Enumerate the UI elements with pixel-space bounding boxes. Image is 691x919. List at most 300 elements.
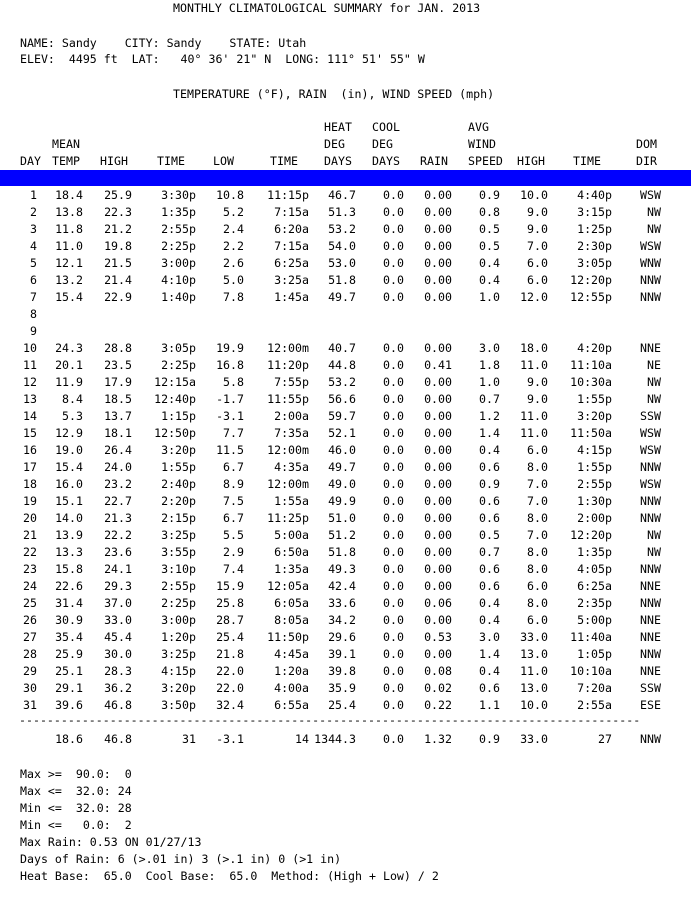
cell-day: 24	[23, 579, 37, 593]
cell-high: 26.4	[104, 443, 132, 457]
cell-wind-speed: 0.5	[479, 222, 500, 236]
cell-time-high: 3:25p	[161, 647, 196, 661]
header-low: LOW	[213, 154, 234, 168]
cell-wind-time: 2:35p	[577, 596, 612, 610]
cell-time-high: 3:20p	[161, 681, 196, 695]
cell-wind-high: 8.0	[527, 460, 548, 474]
cell-day: 29	[23, 664, 37, 678]
cell-wind-high: 11.0	[520, 409, 548, 423]
report-title: MONTHLY CLIMATOLOGICAL SUMMARY for JAN. 2013	[173, 1, 481, 15]
cell-dom-dir: SSW	[640, 409, 661, 423]
cell-mean-temp: 20.1	[55, 358, 83, 372]
cell-wind-time: 2:00p	[577, 511, 612, 525]
cell-cool-deg: 0.0	[383, 375, 404, 389]
cell-heat-deg: 51.0	[328, 511, 356, 525]
cell-dom-dir: WSW	[640, 239, 661, 253]
cell-cool-deg: 0.0	[383, 426, 404, 440]
cell-wind-speed: 1.1	[479, 698, 500, 712]
cell-heat-deg: 49.9	[328, 494, 356, 508]
cell-day: 26	[23, 613, 37, 627]
cell-day: 9	[30, 324, 37, 338]
cell-heat-deg: 46.0	[328, 443, 356, 457]
cell-heat-deg: 35.9	[328, 681, 356, 695]
cell-wind-time: 12:55p	[570, 290, 612, 304]
cell-time-low: 7:15a	[274, 239, 309, 253]
cell-day: 7	[30, 290, 37, 304]
cell-day: 20	[23, 511, 37, 525]
cell-time-low: 6:55a	[274, 698, 309, 712]
cell-high: 30.0	[104, 647, 132, 661]
cell-dom-dir: WNW	[640, 256, 661, 270]
cell-rain: 0.22	[424, 698, 452, 712]
cell-mean-temp: 12.1	[55, 256, 83, 270]
cell-mean-temp: 31.4	[55, 596, 83, 610]
cell-heat-deg: 40.7	[328, 341, 356, 355]
cell-low: 6.7	[223, 511, 244, 525]
cell-rain: 0.41	[424, 358, 452, 372]
cell-wind-speed: 1.4	[479, 426, 500, 440]
cell-low: 22.0	[216, 681, 244, 695]
cell-low: 2.4	[223, 222, 244, 236]
cell-high: 21.4	[104, 273, 132, 287]
header-heat-deg: DAYS	[324, 154, 352, 168]
total-wind-speed: 0.9	[479, 732, 500, 746]
cell-low: 22.0	[216, 664, 244, 678]
cell-cool-deg: 0.0	[383, 341, 404, 355]
total-rain: 1.32	[424, 732, 452, 746]
header-high: HIGH	[100, 154, 128, 168]
cell-wind-speed: 0.4	[479, 273, 500, 287]
cell-heat-deg: 59.7	[328, 409, 356, 423]
cell-day: 11	[23, 358, 37, 372]
cell-cool-deg: 0.0	[383, 528, 404, 542]
cell-day: 21	[23, 528, 37, 542]
cell-rain: 0.00	[424, 613, 452, 627]
cell-time-low: 12:00m	[267, 443, 309, 457]
cell-high: 22.3	[104, 205, 132, 219]
cell-time-high: 3:50p	[161, 698, 196, 712]
cell-cool-deg: 0.0	[383, 664, 404, 678]
totals-separator: -----------------------------------------------------------------------------------------	[19, 713, 641, 727]
header-wind-high: HIGH	[517, 154, 545, 168]
cell-rain: 0.00	[424, 392, 452, 406]
cell-time-low: 4:00a	[274, 681, 309, 695]
cell-day: 14	[23, 409, 37, 423]
cell-time-low: 7:35a	[274, 426, 309, 440]
cell-heat-deg: 49.7	[328, 460, 356, 474]
cell-rain: 0.00	[424, 290, 452, 304]
cell-wind-time: 11:40a	[570, 630, 612, 644]
units-line: TEMPERATURE (°F), RAIN (in), WIND SPEED (mph)	[173, 87, 495, 101]
cell-time-high: 3:25p	[161, 528, 196, 542]
cell-high: 23.6	[104, 545, 132, 559]
cell-low: 8.9	[223, 477, 244, 491]
cell-wind-time: 2:55a	[577, 698, 612, 712]
cell-time-high: 2:40p	[161, 477, 196, 491]
cell-wind-speed: 1.2	[479, 409, 500, 423]
cell-dom-dir: NNW	[640, 511, 661, 525]
cell-cool-deg: 0.0	[383, 358, 404, 372]
cell-wind-speed: 0.7	[479, 392, 500, 406]
cell-rain: 0.00	[424, 239, 452, 253]
cell-wind-speed: 0.5	[479, 528, 500, 542]
total-cool-deg: 0.0	[383, 732, 404, 746]
cell-mean-temp: 15.1	[55, 494, 83, 508]
cell-high: 28.3	[104, 664, 132, 678]
cell-wind-time: 1:25p	[577, 222, 612, 236]
cell-wind-time: 10:30a	[570, 375, 612, 389]
cell-cool-deg: 0.0	[383, 239, 404, 253]
cell-cool-deg: 0.0	[383, 409, 404, 423]
cell-time-high: 2:20p	[161, 494, 196, 508]
header-mean-temp: TEMP	[52, 154, 80, 168]
cell-wind-time: 1:30p	[577, 494, 612, 508]
cell-wind-speed: 0.6	[479, 579, 500, 593]
station-name-line: NAME: Sandy CITY: Sandy STATE: Utah	[20, 36, 307, 50]
cell-wind-high: 6.0	[527, 273, 548, 287]
cell-day: 15	[23, 426, 37, 440]
cell-rain: 0.00	[424, 443, 452, 457]
cell-high: 33.0	[104, 613, 132, 627]
cell-time-low: 6:25a	[274, 256, 309, 270]
cell-high: 46.8	[104, 698, 132, 712]
cell-mean-temp: 30.9	[55, 613, 83, 627]
footer-line: Max >= 90.0: 0	[20, 767, 132, 781]
cell-high: 23.2	[104, 477, 132, 491]
cell-wind-time: 10:10a	[570, 664, 612, 678]
cell-time-high: 3:00p	[161, 256, 196, 270]
cell-mean-temp: 13.3	[55, 545, 83, 559]
cell-high: 37.0	[104, 596, 132, 610]
cell-wind-speed: 0.6	[479, 511, 500, 525]
cell-wind-speed: 0.9	[479, 477, 500, 491]
cell-wind-time: 4:15p	[577, 443, 612, 457]
cell-dom-dir: NNW	[640, 562, 661, 576]
cell-day: 30	[23, 681, 37, 695]
cell-mean-temp: 11.0	[55, 239, 83, 253]
total-high: 46.8	[104, 732, 132, 746]
cell-dom-dir: NNW	[640, 460, 661, 474]
header-cool-deg: DEG	[372, 137, 393, 151]
cell-wind-speed: 0.7	[479, 545, 500, 559]
cell-wind-high: 13.0	[520, 681, 548, 695]
cell-wind-time: 3:20p	[577, 409, 612, 423]
cell-wind-time: 1:35p	[577, 545, 612, 559]
cell-mean-temp: 39.6	[55, 698, 83, 712]
cell-dom-dir: SSW	[640, 681, 661, 695]
cell-day: 28	[23, 647, 37, 661]
cell-mean-temp: 13.2	[55, 273, 83, 287]
cell-wind-speed: 0.4	[479, 443, 500, 457]
cell-wind-high: 10.0	[520, 188, 548, 202]
header-cool-deg: COOL	[372, 120, 400, 134]
cell-low: 25.8	[216, 596, 244, 610]
header-day: DAY	[20, 154, 41, 168]
cell-rain: 0.00	[424, 375, 452, 389]
cell-day: 17	[23, 460, 37, 474]
cell-wind-speed: 1.4	[479, 647, 500, 661]
cell-dom-dir: NNE	[640, 664, 661, 678]
cell-time-high: 12:15a	[154, 375, 196, 389]
cell-low: 5.0	[223, 273, 244, 287]
total-low: -3.1	[216, 732, 244, 746]
cell-wind-time: 5:00p	[577, 613, 612, 627]
cell-time-high: 3:30p	[161, 188, 196, 202]
cell-mean-temp: 25.9	[55, 647, 83, 661]
footer-line: Max <= 32.0: 24	[20, 784, 132, 798]
cell-rain: 0.00	[424, 460, 452, 474]
cell-heat-deg: 29.6	[328, 630, 356, 644]
cell-mean-temp: 25.1	[55, 664, 83, 678]
cell-time-low: 12:00m	[267, 477, 309, 491]
cell-time-low: 11:55p	[267, 392, 309, 406]
cell-day: 2	[30, 205, 37, 219]
cell-cool-deg: 0.0	[383, 698, 404, 712]
cell-cool-deg: 0.0	[383, 613, 404, 627]
cell-wind-speed: 3.0	[479, 630, 500, 644]
cell-wind-high: 33.0	[520, 630, 548, 644]
cell-rain: 0.00	[424, 647, 452, 661]
total-mean-temp: 18.6	[55, 732, 83, 746]
cell-high: 22.7	[104, 494, 132, 508]
cell-wind-time: 6:25a	[577, 579, 612, 593]
cell-low: 2.6	[223, 256, 244, 270]
cell-cool-deg: 0.0	[383, 290, 404, 304]
cell-low: 10.8	[216, 188, 244, 202]
cell-rain: 0.00	[424, 205, 452, 219]
cell-time-low: 6:20a	[274, 222, 309, 236]
cell-time-low: 4:35a	[274, 460, 309, 474]
cell-day: 5	[30, 256, 37, 270]
cell-rain: 0.00	[424, 409, 452, 423]
cell-wind-high: 12.0	[520, 290, 548, 304]
cell-wind-time: 4:40p	[577, 188, 612, 202]
cell-heat-deg: 51.3	[328, 205, 356, 219]
cell-dom-dir: NW	[647, 222, 661, 236]
cell-wind-high: 6.0	[527, 443, 548, 457]
cell-rain: 0.00	[424, 545, 452, 559]
cell-time-high: 2:25p	[161, 596, 196, 610]
cell-cool-deg: 0.0	[383, 511, 404, 525]
cell-heat-deg: 56.6	[328, 392, 356, 406]
cell-mean-temp: 22.6	[55, 579, 83, 593]
cell-heat-deg: 53.2	[328, 375, 356, 389]
cell-low: 5.5	[223, 528, 244, 542]
cell-time-low: 7:15a	[274, 205, 309, 219]
cell-cool-deg: 0.0	[383, 392, 404, 406]
cell-wind-time: 1:05p	[577, 647, 612, 661]
cell-wind-high: 9.0	[527, 222, 548, 236]
cell-time-high: 3:55p	[161, 545, 196, 559]
cell-low: -3.1	[216, 409, 244, 423]
cell-wind-high: 9.0	[527, 205, 548, 219]
cell-rain: 0.02	[424, 681, 452, 695]
cell-wind-high: 11.0	[520, 426, 548, 440]
cell-cool-deg: 0.0	[383, 545, 404, 559]
cell-day: 6	[30, 273, 37, 287]
cell-rain: 0.00	[424, 494, 452, 508]
cell-rain: 0.00	[424, 222, 452, 236]
cell-heat-deg: 25.4	[328, 698, 356, 712]
cell-wind-time: 12:20p	[570, 528, 612, 542]
cell-rain: 0.00	[424, 256, 452, 270]
cell-dom-dir: WSW	[640, 443, 661, 457]
cell-wind-speed: 0.6	[479, 494, 500, 508]
cell-wind-high: 8.0	[527, 545, 548, 559]
cell-mean-temp: 5.3	[62, 409, 83, 423]
cell-low: 11.5	[216, 443, 244, 457]
footer-line: Min <= 0.0: 2	[20, 818, 132, 832]
cell-wind-time: 4:05p	[577, 562, 612, 576]
cell-dom-dir: NNW	[640, 273, 661, 287]
cell-high: 22.2	[104, 528, 132, 542]
cell-heat-deg: 51.2	[328, 528, 356, 542]
cell-dom-dir: NW	[647, 375, 661, 389]
cell-cool-deg: 0.0	[383, 681, 404, 695]
header-wind-time: TIME	[573, 154, 601, 168]
cell-time-high: 1:35p	[161, 205, 196, 219]
cell-high: 24.0	[104, 460, 132, 474]
cell-time-low: 11:50p	[267, 630, 309, 644]
cell-mean-temp: 15.8	[55, 562, 83, 576]
cell-wind-high: 6.0	[527, 256, 548, 270]
cell-low: 16.8	[216, 358, 244, 372]
cell-dom-dir: NE	[647, 358, 661, 372]
cell-high: 19.8	[104, 239, 132, 253]
header-wind-speed: WIND	[468, 137, 496, 151]
cell-rain: 0.00	[424, 188, 452, 202]
cell-wind-time: 3:05p	[577, 256, 612, 270]
cell-rain: 0.00	[424, 341, 452, 355]
cell-dom-dir: NNE	[640, 630, 661, 644]
cell-wind-speed: 0.6	[479, 681, 500, 695]
cell-high: 21.5	[104, 256, 132, 270]
cell-low: 7.8	[223, 290, 244, 304]
cell-wind-speed: 1.8	[479, 358, 500, 372]
cell-time-high: 1:40p	[161, 290, 196, 304]
cell-heat-deg: 53.2	[328, 222, 356, 236]
cell-time-low: 2:00a	[274, 409, 309, 423]
cell-day: 10	[23, 341, 37, 355]
cell-time-low: 12:05a	[267, 579, 309, 593]
cell-mean-temp: 11.8	[55, 222, 83, 236]
cell-dom-dir: WSW	[640, 426, 661, 440]
cell-wind-high: 8.0	[527, 511, 548, 525]
cell-low: 19.9	[216, 341, 244, 355]
cell-time-high: 1:55p	[161, 460, 196, 474]
cell-time-low: 6:50a	[274, 545, 309, 559]
cell-low: 2.2	[223, 239, 244, 253]
cell-rain: 0.06	[424, 596, 452, 610]
cell-wind-high: 9.0	[527, 392, 548, 406]
header-time-low: TIME	[270, 154, 298, 168]
cell-time-high: 2:55p	[161, 579, 196, 593]
cell-low: 32.4	[216, 698, 244, 712]
cell-cool-deg: 0.0	[383, 647, 404, 661]
cell-heat-deg: 49.0	[328, 477, 356, 491]
cell-mean-temp: 15.4	[55, 290, 83, 304]
cell-time-low: 5:00a	[274, 528, 309, 542]
cell-cool-deg: 0.0	[383, 205, 404, 219]
cell-heat-deg: 54.0	[328, 239, 356, 253]
cell-day: 13	[23, 392, 37, 406]
cell-dom-dir: NNW	[640, 290, 661, 304]
cell-time-low: 11:20p	[267, 358, 309, 372]
cell-wind-time: 11:50a	[570, 426, 612, 440]
cell-wind-high: 6.0	[527, 613, 548, 627]
cell-heat-deg: 42.4	[328, 579, 356, 593]
cell-wind-time: 1:55p	[577, 460, 612, 474]
cell-wind-high: 8.0	[527, 562, 548, 576]
cell-time-low: 3:25a	[274, 273, 309, 287]
cell-time-high: 12:40p	[154, 392, 196, 406]
cell-heat-deg: 51.8	[328, 273, 356, 287]
cell-wind-time: 7:20a	[577, 681, 612, 695]
cell-cool-deg: 0.0	[383, 256, 404, 270]
cell-time-low: 4:45a	[274, 647, 309, 661]
cell-rain: 0.00	[424, 528, 452, 542]
cell-day: 1	[30, 188, 37, 202]
cell-time-low: 11:25p	[267, 511, 309, 525]
cell-wind-speed: 0.6	[479, 562, 500, 576]
cell-wind-time: 11:10a	[570, 358, 612, 372]
cell-time-high: 2:55p	[161, 222, 196, 236]
cell-time-high: 3:20p	[161, 443, 196, 457]
total-time-high: 31	[182, 732, 196, 746]
cell-dom-dir: WSW	[640, 477, 661, 491]
cell-cool-deg: 0.0	[383, 562, 404, 576]
cell-dom-dir: NNW	[640, 596, 661, 610]
cell-high: 45.4	[104, 630, 132, 644]
cell-heat-deg: 46.7	[328, 188, 356, 202]
cell-day: 23	[23, 562, 37, 576]
cell-cool-deg: 0.0	[383, 222, 404, 236]
cell-mean-temp: 12.9	[55, 426, 83, 440]
cell-time-high: 1:15p	[161, 409, 196, 423]
cell-wind-speed: 0.5	[479, 239, 500, 253]
cell-day: 19	[23, 494, 37, 508]
cell-day: 27	[23, 630, 37, 644]
cell-cool-deg: 0.0	[383, 460, 404, 474]
cell-heat-deg: 33.6	[328, 596, 356, 610]
cell-time-low: 1:55a	[274, 494, 309, 508]
cell-heat-deg: 34.2	[328, 613, 356, 627]
cell-low: 15.9	[216, 579, 244, 593]
cell-day: 18	[23, 477, 37, 491]
total-wind-high: 33.0	[520, 732, 548, 746]
cell-mean-temp: 11.9	[55, 375, 83, 389]
cell-mean-temp: 24.3	[55, 341, 83, 355]
cell-high: 18.5	[104, 392, 132, 406]
cell-wind-speed: 0.6	[479, 460, 500, 474]
cell-low: 7.7	[223, 426, 244, 440]
cell-high: 24.1	[104, 562, 132, 576]
cell-wind-speed: 0.4	[479, 256, 500, 270]
cell-wind-high: 7.0	[527, 477, 548, 491]
cell-mean-temp: 19.0	[55, 443, 83, 457]
header-dom-dir: DIR	[636, 154, 657, 168]
cell-day: 31	[23, 698, 37, 712]
cell-cool-deg: 0.0	[383, 630, 404, 644]
cell-low: 25.4	[216, 630, 244, 644]
cell-wind-speed: 0.9	[479, 188, 500, 202]
cell-heat-deg: 51.8	[328, 545, 356, 559]
header-wind-speed: SPEED	[468, 154, 503, 168]
cell-cool-deg: 0.0	[383, 188, 404, 202]
cell-low: 7.5	[223, 494, 244, 508]
cell-rain: 0.53	[424, 630, 452, 644]
cell-wind-speed: 0.4	[479, 596, 500, 610]
